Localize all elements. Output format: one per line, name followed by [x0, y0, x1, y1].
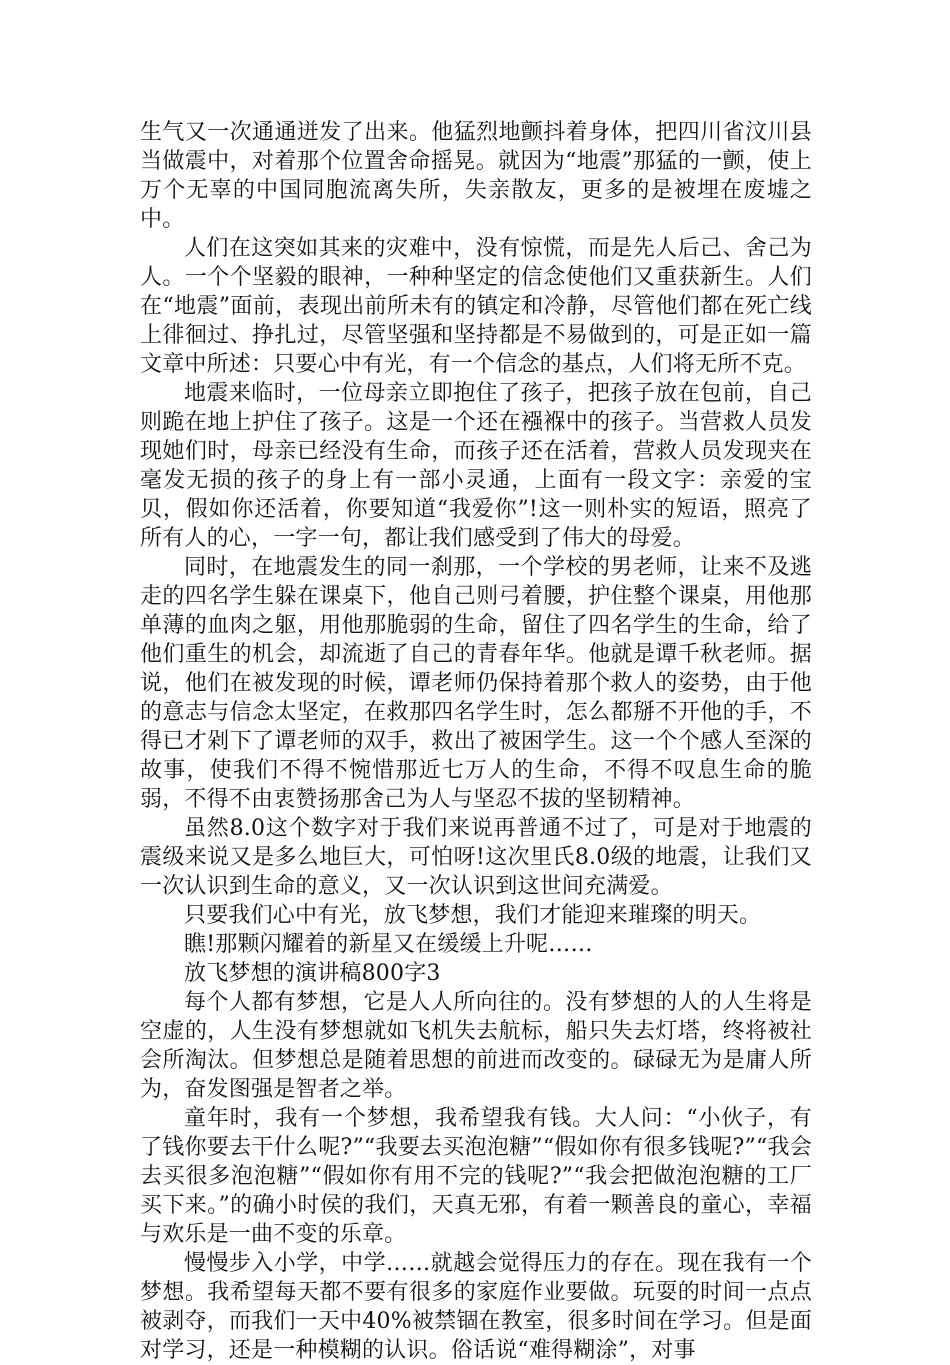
paragraph-6: 只要我们心中有光，放飞梦想，我们才能迎来璀璨的明天。	[184, 903, 762, 928]
document-body	[140, 118, 812, 1365]
paragraph-7: 瞧!那颗闪耀着的新星又在缓缓上升呢……	[184, 932, 593, 957]
paragraph-1: 生气又一次通通迸发了出来。他猛烈地颤抖着身体，把四川省汶川县当做震中，对着那个位置舍命摇晃。就因为“地震”那猛的一颤，使上万个无辜的中国同胞流离失所，失亲散友，更多的是被埋在废墟之中。	[140, 120, 812, 232]
paragraph-3: 地震来临时，一位母亲立即抱住了孩子，把孩子放在包前，自己则跪在地上护住了孩子。这是一个还在襁褓中的孩子。当营救人员发现她们时，母亲已经没有生命，而孩子还在活着，营救人员发现夹在毫发无损的孩子的身上有一部小灵通，上面有一段文字：亲爱的宝贝，假如你还活着，你要知道“我爱你”!这一则朴实的短语，照亮了所有人的心，一字一句，都让我们感受到了伟大的母爱。	[140, 381, 812, 551]
paragraph-4: 同时，在地震发生的同一刹那，一个学校的男老师，让来不及逃走的四名学生躲在课桌下，他自己则弓着腰，护住整个课桌，用他那单薄的血肉之躯，用他那脆弱的生命，留住了四名学生的生命，给了他们重生的机会，却流逝了自己的青春年华。他就是谭千秋老师。据说，他们在被发现的时候，谭老师仍保持着那个救人的姿势，由于他的意志与信念太坚定，在救那四名学生时，怎么都掰不开他的手，不得已才剁下了谭老师的双手，救出了被困学生。这一个个感人至深的故事，使我们不得不惋惜那近七万人的生命，不得不叹息生命的脆弱，不得不由衷赞扬那舍己为人与坚忍不拔的坚韧精神。	[140, 555, 812, 812]
paragraph-2: 人们在这突如其来的灾难中，没有惊慌，而是先人后己、舍己为人。一个个坚毅的眼神，一种种坚定的信念使他们又重获新生。人们在“地震”面前，表现出前所未有的镇定和冷静，尽管他们都在死亡线上徘徊过、挣扎过，尽管坚强和坚持都是不易做到的，可是正如一篇文章中所述：只要心中有光，有一个信念的基点，人们将无所不克。	[140, 236, 812, 377]
section-heading: 放飞梦想的演讲稿800字3	[184, 961, 441, 986]
paragraph-10: 童年时，我有一个梦想，我希望我有钱。大人问：“小伙子，有了钱你要去干什么呢?”“我要去买泡泡糖”“假如你有很多钱呢?”“我会去买很多泡泡糖”“假如你有用不完的钱呢?”“我会把做泡泡糖的工厂买下来。”的确小时侯的我们，天真无邪，有着一颗善良的童心，幸福与欢乐是一曲不变的乐章。	[140, 1106, 812, 1247]
paragraph-5: 虽然8.0这个数字对于我们来说再普通不过了，可是对于地震的震级来说又是多么地巨大，可怕呀!这次里氏8.0级的地震，让我们又一次认识到生命的意义，又一次认识到这世间充满爱。	[140, 816, 812, 899]
paragraph-11: 慢慢步入小学，中学……就越会觉得压力的存在。现在我有一个梦想。我希望每天都不要有很多的家庭作业要做。玩耍的时间一点点被剥夺，而我们一天中40%被禁锢在教室，很多时间在学习。但是面对学习，还是一种模糊的认识。俗话说“难得糊涂”，对事	[140, 1251, 812, 1363]
paragraph-9: 每个人都有梦想，它是人人所向往的。没有梦想的人的人生将是空虚的，人生没有梦想就如飞机失去航标，船只失去灯塔，终将被社会所淘汰。但梦想总是随着思想的前进而改变的。碌碌无为是庸人所为，奋发图强是智者之举。	[140, 990, 812, 1102]
